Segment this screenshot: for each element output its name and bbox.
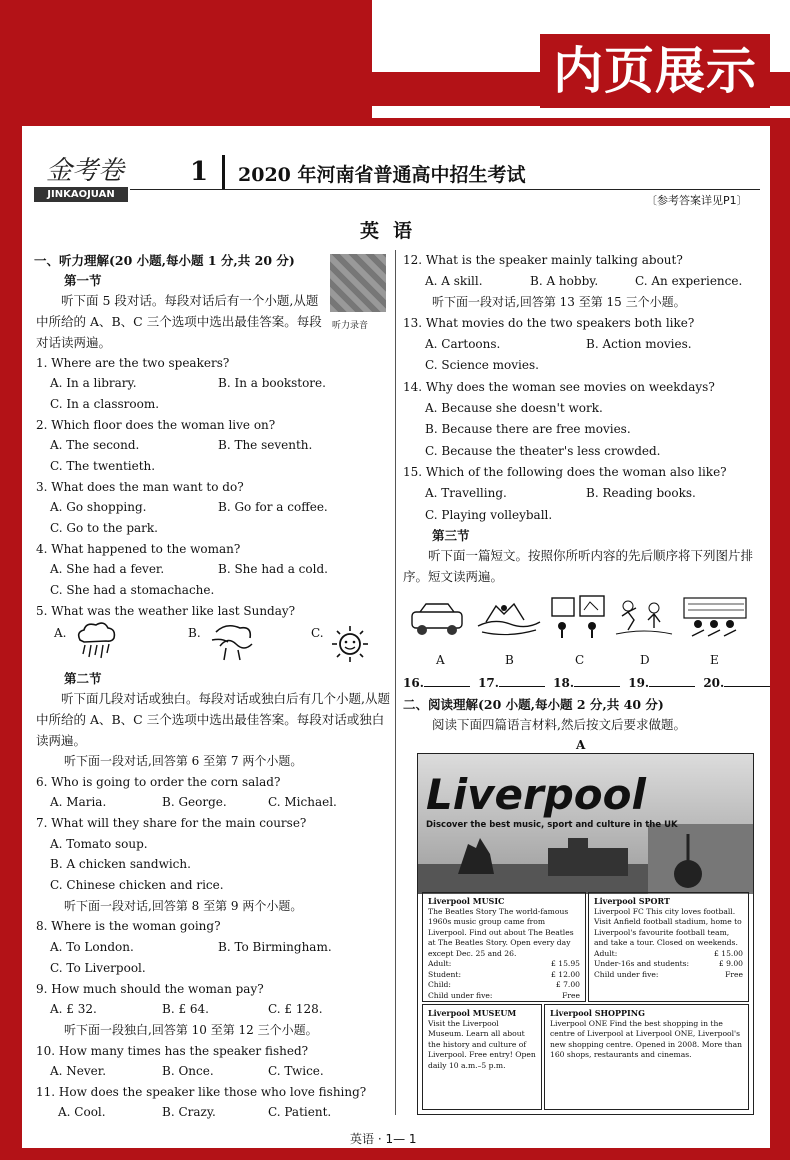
picture-label-a: A <box>436 653 445 667</box>
price-label: Child under five: <box>594 969 659 979</box>
picture-label-c: C <box>575 653 585 667</box>
blank-16[interactable] <box>424 686 470 687</box>
question-11: 11. How does the speaker like those who love fishing? <box>36 1085 367 1099</box>
option-10a: A. Never. <box>50 1064 107 1078</box>
music-price-row <box>428 991 580 1002</box>
option-5c: C. <box>311 626 324 640</box>
section3-instructions: 听下面一篇短文。按照你所听内容的先后顺序将下列图片排序。短文读两遍。 <box>403 548 754 584</box>
question-10: 10. How many times has the speaker fished? <box>36 1044 309 1058</box>
price-value: £ 15.95 <box>551 959 580 968</box>
option-2c: C. The twentieth. <box>50 459 156 473</box>
price-value: £ 7.00 <box>555 980 580 989</box>
option-9b: B. £ 64. <box>162 1002 209 1016</box>
sun-icon <box>330 624 370 664</box>
music-price-row <box>428 980 580 991</box>
poster-museum-box <box>422 1004 542 1110</box>
price-label: Adult: <box>428 959 452 968</box>
note-13-15: 听下面一段对话,回答第 13 至第 15 三个小题。 <box>432 295 686 309</box>
sport-price-row <box>594 970 743 981</box>
option-14c: C. Because the theater's less crowded. <box>425 444 661 458</box>
note-6-7: 听下面一段对话,回答第 6 至第 7 两个小题。 <box>64 754 303 768</box>
option-7c: C. Chinese chicken and rice. <box>50 878 224 892</box>
part2-heading: 二、阅读理解(20 小题,每小题 2 分,共 40 分) <box>403 697 664 712</box>
section2-instructions: 听下面几段对话或独白。每段对话或独白后有几个小题,从题中所给的 A、B、C 三个选项中选出最佳答案。每段对话或独白读两遍。 <box>36 691 390 748</box>
option-13c: C. Science movies. <box>425 358 539 372</box>
blank-18[interactable] <box>574 686 620 687</box>
part1-heading: 一、听力理解(20 小题,每小题 1 分,共 20 分) <box>34 253 295 268</box>
question-7: 7. What will they share for the main course? <box>36 816 307 830</box>
question-4: 4. What happened to the woman? <box>36 542 241 556</box>
city-skyline-photo <box>418 824 753 894</box>
music-price-row <box>428 959 580 970</box>
blank-18-label: 18. <box>553 676 575 690</box>
brand-logo-cn: 金考卷 <box>46 156 125 186</box>
option-11c: C. Patient. <box>268 1105 332 1119</box>
option-1b: B. In a bookstore. <box>218 376 326 390</box>
sketch-picture-d <box>612 594 676 640</box>
picture-label-b: B <box>505 653 514 667</box>
qr-caption: 听力录音 <box>332 321 369 331</box>
poster-tagline: Discover the best music, sport and culture in the UK <box>426 820 678 830</box>
museum-heading: Liverpool MUSEUM <box>428 1008 517 1018</box>
blank-20[interactable] <box>724 686 770 687</box>
answer-reference: 〔参考答案详见P1〕 <box>646 194 748 207</box>
price-label: Adult: <box>594 948 618 958</box>
question-13: 13. What movies do the two speakers both like? <box>403 316 695 330</box>
question-1: 1. Where are the two speakers? <box>36 356 230 370</box>
option-4b: B. She had a cold. <box>218 562 328 576</box>
price-label: Under-16s and students: <box>594 959 690 968</box>
picture-label-d: D <box>640 653 650 667</box>
option-2b: B. The seventh. <box>218 438 313 452</box>
exam-number: 1 <box>190 157 209 187</box>
option-8c: C. To Liverpool. <box>50 961 146 975</box>
option-11a: A. Cool. <box>58 1105 106 1119</box>
music-text: The Beatles Story The world-famous 1960s music group came from Liverpool. Find out about The Beatles at The Beatles Story. Open every day except Dec. 25 and 26. <box>428 906 574 958</box>
option-6b: B. George. <box>162 795 227 809</box>
section2-heading: 第二节 <box>64 671 102 686</box>
option-3b: B. Go for a coffee. <box>218 500 328 514</box>
blank-17[interactable] <box>499 686 545 687</box>
rain-cloud-icon <box>72 620 118 662</box>
option-15a: A. Travelling. <box>425 486 507 500</box>
sketch-picture-b <box>474 596 544 640</box>
option-12a: A. A skill. <box>425 274 483 288</box>
option-14a: A. Because she doesn't work. <box>425 401 603 415</box>
section1-heading: 第一节 <box>64 273 102 288</box>
option-2a: A. The second. <box>50 438 140 452</box>
page-footer: 英语 · 1— 1 <box>350 1132 417 1146</box>
blank-17-label: 17. <box>478 676 499 690</box>
question-3: 3. What does the man want to do? <box>36 480 244 494</box>
sketch-picture-c <box>548 592 610 640</box>
option-1a: A. In a library. <box>50 376 137 390</box>
picture-label-e: E <box>710 653 719 667</box>
section1-instructions: 听下面 5 段对话。每段对话后有一个小题,从题中所给的 A、B、C 三个选项中选出最佳答案。每段对话读两遍。 <box>36 293 322 350</box>
option-3a: A. Go shopping. <box>50 500 147 514</box>
sport-text: Liverpool FC This city loves football. Visit Anfield football stadium, home to Liverpool's favourite football team, and take a tour. Closed on weekends. <box>594 906 742 947</box>
sport-heading: Liverpool SPORT <box>594 896 670 906</box>
poster-shopping-box <box>544 1004 749 1110</box>
answer-blanks <box>403 676 774 690</box>
liverpool-poster <box>417 753 754 1115</box>
brand-logo-en: JINKAOJUAN <box>34 187 128 202</box>
option-15b: B. Reading books. <box>586 486 696 500</box>
sport-price-row <box>594 949 743 960</box>
option-14b: B. Because there are free movies. <box>425 422 631 436</box>
part2-instructions: 阅读下面四篇语言材料,然后按文后要求做题。 <box>432 717 686 732</box>
option-15c: C. Playing volleyball. <box>425 508 553 522</box>
option-4c: C. She had a stomachache. <box>50 583 215 597</box>
column-divider <box>395 250 396 1115</box>
question-8: 8. Where is the woman going? <box>36 919 221 933</box>
header-rule <box>130 189 760 190</box>
option-6c: C. Michael. <box>268 795 337 809</box>
music-price-row <box>428 970 580 981</box>
music-heading: Liverpool MUSIC <box>428 896 505 906</box>
option-5a: A. <box>54 626 67 640</box>
question-12: 12. What is the speaker mainly talking about? <box>403 253 683 267</box>
option-7b: B. A chicken sandwich. <box>50 857 191 871</box>
option-8a: A. To London. <box>50 940 134 954</box>
question-5: 5. What was the weather like last Sunday? <box>36 604 296 618</box>
option-13a: A. Cartoons. <box>425 337 501 351</box>
qr-code-icon[interactable] <box>330 254 386 312</box>
blank-16-label: 16. <box>403 676 424 690</box>
price-value: £ 9.00 <box>718 959 743 968</box>
windy-icon <box>206 618 260 662</box>
poster-logo: Liverpool <box>426 770 646 819</box>
price-value: £ 15.00 <box>714 948 743 958</box>
price-value: Free <box>725 969 743 979</box>
shopping-heading: Liverpool SHOPPING <box>550 1008 645 1018</box>
option-3c: C. Go to the park. <box>50 521 158 535</box>
option-6a: A. Maria. <box>50 795 107 809</box>
blank-20-label: 20. <box>703 676 725 690</box>
option-11b: B. Crazy. <box>162 1105 216 1119</box>
question-9: 9. How much should the woman pay? <box>36 982 264 996</box>
price-label: Student: <box>428 969 462 979</box>
option-7a: A. Tomato soup. <box>50 837 148 851</box>
question-15: 15. Which of the following does the woman also like? <box>403 465 727 479</box>
note-10-12: 听下面一段独白,回答第 10 至第 12 三个小题。 <box>64 1023 318 1037</box>
price-label: Child: <box>428 980 451 989</box>
option-12c: C. An experience. <box>635 274 743 288</box>
subject-title: 英语 <box>360 220 427 242</box>
price-label: Child under five: <box>428 990 493 1000</box>
museum-text: Visit the Liverpool Museum. Learn all about the history and culture of Liverpool. Free entry! Open daily 10 a.m.–5 p.m. <box>428 1018 536 1070</box>
option-12b: B. A hobby. <box>530 274 599 288</box>
option-9c: C. £ 128. <box>268 1002 323 1016</box>
blank-19-label: 19. <box>628 676 650 690</box>
sport-price-row <box>594 959 743 970</box>
passage-label: A <box>576 738 586 752</box>
banner-title: 内页展示 <box>540 34 770 108</box>
option-10b: B. Once. <box>162 1064 214 1078</box>
option-9a: A. £ 32. <box>50 1002 97 1016</box>
question-6: 6. Who is going to order the corn salad? <box>36 775 281 789</box>
question-14: 14. Why does the woman see movies on weekdays? <box>403 380 715 394</box>
price-value: Free <box>562 990 580 1000</box>
option-10c: C. Twice. <box>268 1064 324 1078</box>
exam-title: 2020 年河南省普通高中招生考试 <box>238 164 526 186</box>
blank-19[interactable] <box>649 686 695 687</box>
shopping-text: Liverpool ONE Find the best shopping in the centre of Liverpool at Liverpool ONE, Liverpool's new shopping centre. Opened in 2008. More than 160 shops, restaurants and cinemas. <box>550 1018 742 1059</box>
sketch-picture-a <box>408 598 470 640</box>
sketch-picture-e <box>680 594 750 640</box>
price-value: £ 12.00 <box>551 969 580 979</box>
poster-sport-box <box>588 892 749 1002</box>
option-13b: B. Action movies. <box>586 337 692 351</box>
option-1c: C. In a classroom. <box>50 397 160 411</box>
note-8-9: 听下面一段对话,回答第 8 至第 9 两个小题。 <box>64 899 303 913</box>
option-4a: A. She had a fever. <box>50 562 165 576</box>
option-5b: B. <box>188 626 201 640</box>
divider <box>222 155 225 189</box>
option-8b: B. To Birmingham. <box>218 940 332 954</box>
question-2: 2. Which floor does the woman live on? <box>36 418 276 432</box>
section3-heading: 第三节 <box>432 528 470 543</box>
poster-music-box <box>422 892 586 1002</box>
